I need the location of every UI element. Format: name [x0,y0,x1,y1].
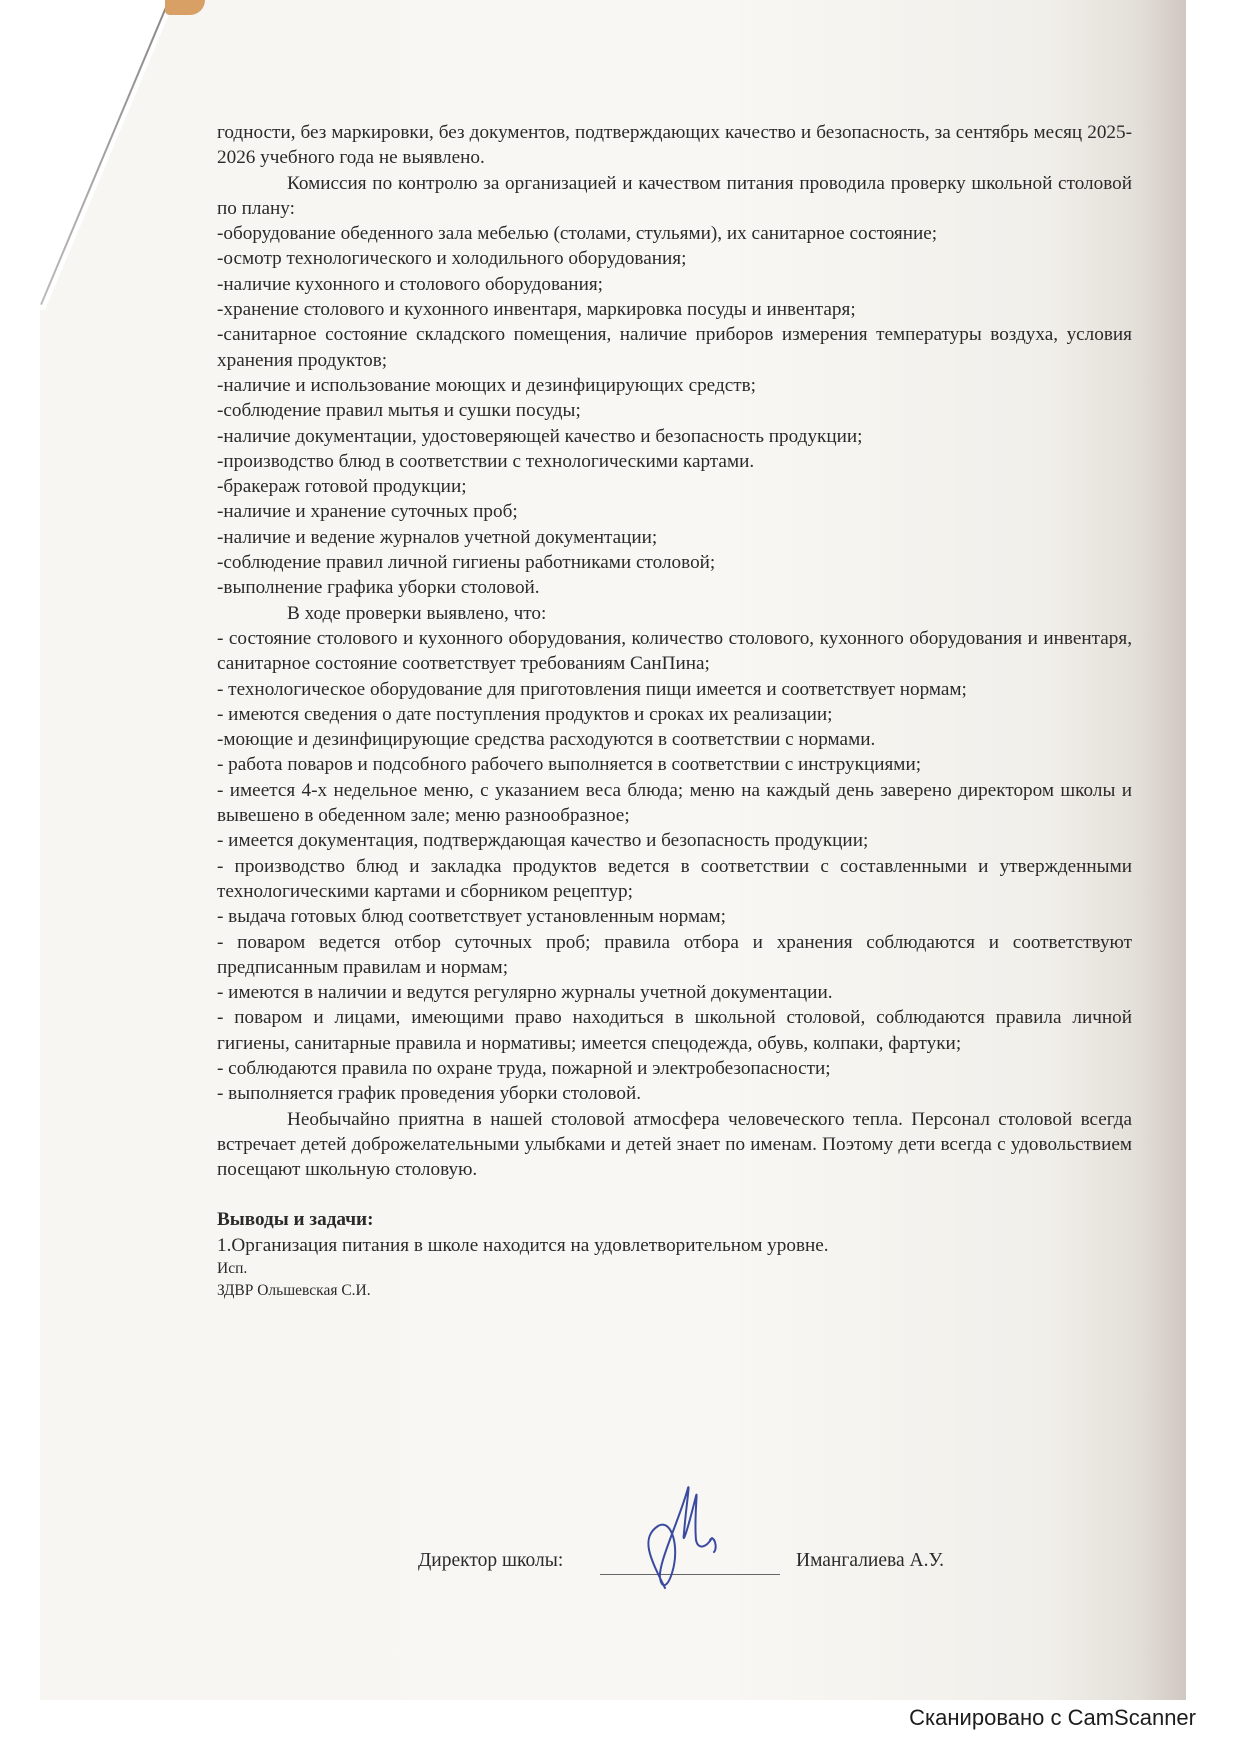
plan-list [217,221,1132,600]
finding-item: - имеются в наличии и ведутся регулярно журналы учетной документации. [217,982,833,1004]
finding-item: - технологическое оборудование для приготовления пищи имеется и соответствует нормам; [217,678,967,700]
finding-item: - производство блюд и закладка продуктов ведется в соответствии с составленными и утвержденными технологическими картами и сборником рецептур; [217,855,1132,902]
director-name: Имангалиева А.У. [796,1550,944,1571]
plan-item: -соблюдение правил мытья и сушки посуды; [217,400,581,422]
plan-item: -санитарное состояние складского помещения, наличие приборов измерения температуры воздуха, условия хранения продуктов; [217,324,1132,371]
plan-item: -наличие кухонного и столового оборудования; [217,273,604,295]
commission-paragraph: Комиссия по контролю за организацией и качеством питания проводила проверку школьной столовой по плану: [217,172,1132,219]
conclusions-heading: Выводы и задачи: [217,1209,374,1231]
finding-item: - поваром и лицами, имеющими право находиться в школьной столовой, соблюдаются правила личной гигиены, санитарные правила и нормативы; имеется спецодежда, обувь, колпаки, фартуки; [217,1007,1132,1054]
plan-item: -наличие и хранение суточных проб; [217,501,518,523]
conclusion-item: 1.Организация питания в школе находится на удовлетворительном уровне. [217,1234,829,1256]
findings-intro: В ходе проверки выявлено, что: [287,602,547,624]
executor-name: ЗДВР Ольшевская С.И. [217,1282,371,1300]
finding-item: - выполняется график проведения уборки столовой. [217,1083,642,1105]
finding-item: - выдача готовых блюд соответствует установленным нормам; [217,906,726,928]
finding-item: - состояние столового и кухонного оборудования, количество столового, кухонного оборудования и инвентаря, санитарное состояние соответствует требованиям СанПина; [217,627,1132,675]
findings-list [217,626,1132,1107]
finding-item: - поваром ведется отбор суточных проб; правила отбора и хранения соблюдаются и соответствуют предписанным правилам и нормам; [217,931,1132,978]
plan-item: -производство блюд в соответствии с технологическими картами. [217,450,755,472]
plan-item: -бракераж готовой продукции; [217,476,467,498]
finding-item: - имеется 4-х недельное меню, с указанием веса блюда; меню на каждый день заверено директором школы и вывешено в обеденном зале; меню разнообразное; [217,779,1132,827]
plan-item: -наличие документации, удостоверяющей качество и безопасность продукции; [217,425,863,447]
finding-item: -моющие и дезинфицирующие средства расходуются в соответствии с нормами. [217,729,876,751]
plan-item: -наличие и ведение журналов учетной документации; [217,526,658,548]
closing-paragraph: Необычайно приятна в нашей столовой атмосфера человеческого тепла. Персонал столовой всегда встречает детей доброжелательными улыбками и детей знает по именам. Поэтому дети всегда с удовольствием посещают школьную столовую. [217,1108,1132,1181]
document-body [217,120,1132,1302]
intro-paragraph: годности, без маркировки, без документов, подтверждающих качество и безопасность, за сентябрь месяц 2025-2026 учебного года не выявлено. [217,122,1132,169]
plan-item: -наличие и использование моющих и дезинфицирующих средств; [217,374,757,396]
executor-label: Исп. [217,1260,248,1278]
director-label: Директор школы: [418,1550,564,1571]
plan-item: -оборудование обеденного зала мебелью (столами, стульями), их санитарное состояние; [217,223,938,245]
plan-item: -осмотр технологического и холодильного оборудования; [217,248,687,270]
plan-item: -соблюдение правил личной гигиены работниками столовой; [217,552,716,574]
folded-corner [0,0,220,330]
finding-item: - имеются сведения о дате поступления продуктов и сроках их реализации; [217,703,833,725]
finding-item: - имеется документация, подтверждающая качество и безопасность продукции; [217,830,869,852]
finding-item: - работа поваров и подсобного рабочего выполняется в соответствии с инструкциями; [217,754,922,776]
plan-item: -хранение столового и кухонного инвентаря, маркировка посуды и инвентаря; [217,299,856,321]
camscanner-watermark: Сканировано с CamScanner [909,1705,1196,1730]
plan-item: -выполнение графика уборки столовой. [217,577,540,599]
signature-icon [610,1478,750,1598]
finding-item: - соблюдаются правила по охране труда, пожарной и электробезопасности; [217,1057,831,1079]
